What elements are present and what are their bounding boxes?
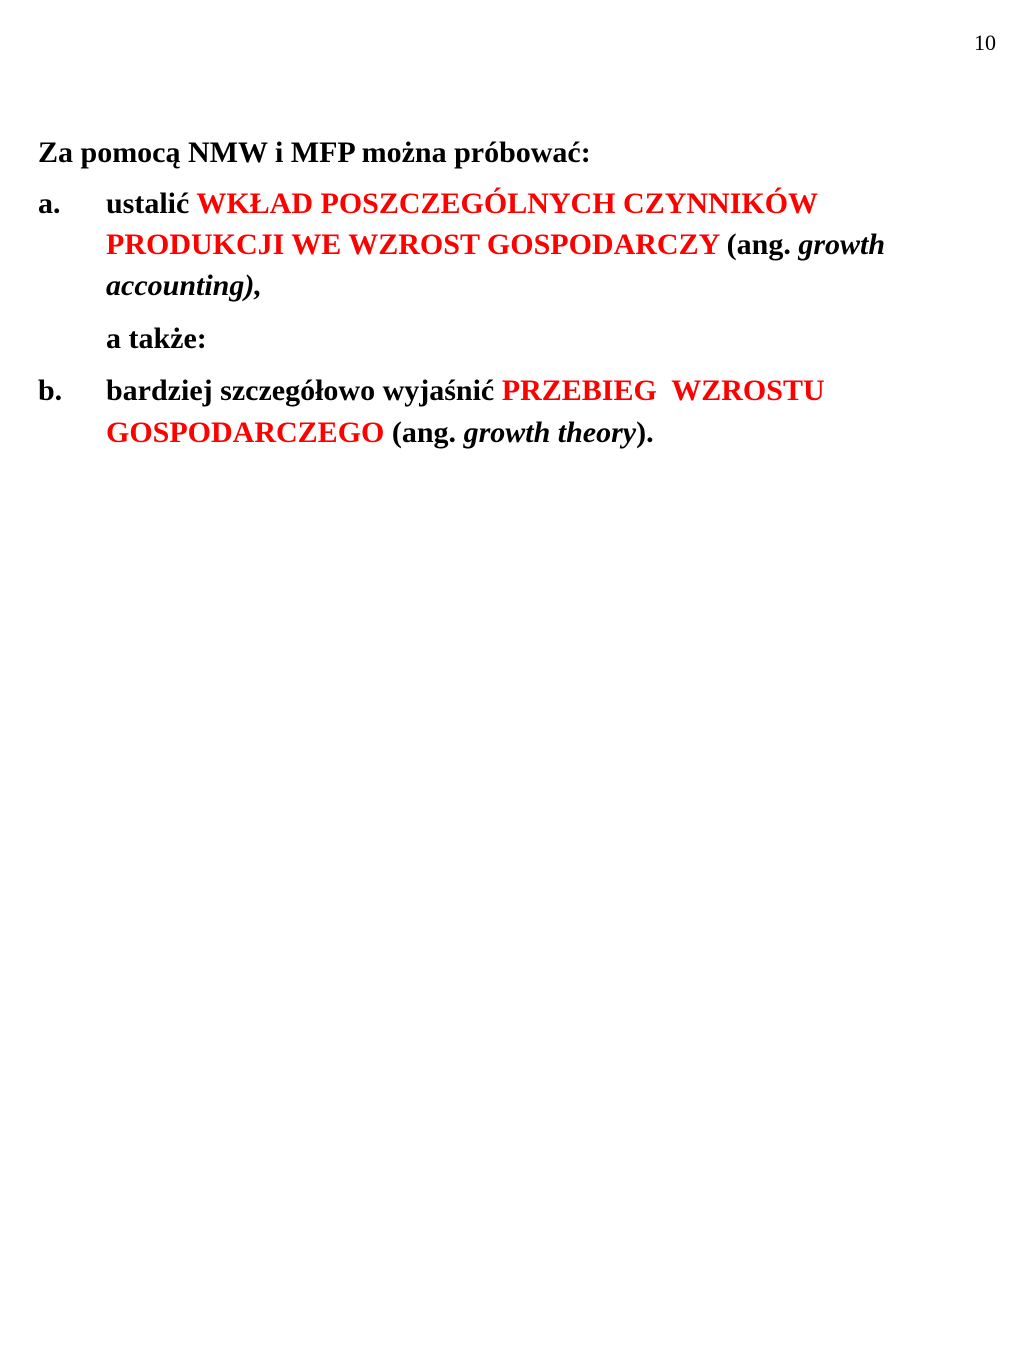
- item-a-term: growth accounting),: [106, 228, 886, 302]
- page-number: 10: [974, 30, 996, 55]
- intro-text: Za pomocą NMW i MFP można próbować:: [38, 136, 591, 169]
- list-marker-a: a.: [38, 187, 61, 220]
- document-body: [38, 132, 938, 454]
- item-a-lead: ustalić: [106, 187, 190, 220]
- also-text: a także:: [106, 322, 207, 355]
- item-a-highlight: WKŁAD POSZCZEGÓLNYCH CZYNNIKÓW PRODUKCJI WE WZROST GOSPODARCZY: [106, 187, 818, 261]
- item-a-paren-open: (ang.: [726, 228, 791, 261]
- item-b-paren-close: ).: [636, 416, 654, 449]
- list-item-a: [38, 183, 938, 306]
- list-item-b: [38, 370, 938, 454]
- item-b-term: growth theory: [463, 416, 637, 449]
- list-marker-b: b.: [38, 374, 63, 407]
- item-b-paren-open: (ang.: [391, 416, 457, 449]
- item-b-highlight: PRZEBIEG WZROSTU GOSPODARCZEGO: [106, 374, 833, 449]
- item-b-lead: bardziej szczegółowo wyjaśnić: [106, 374, 495, 407]
